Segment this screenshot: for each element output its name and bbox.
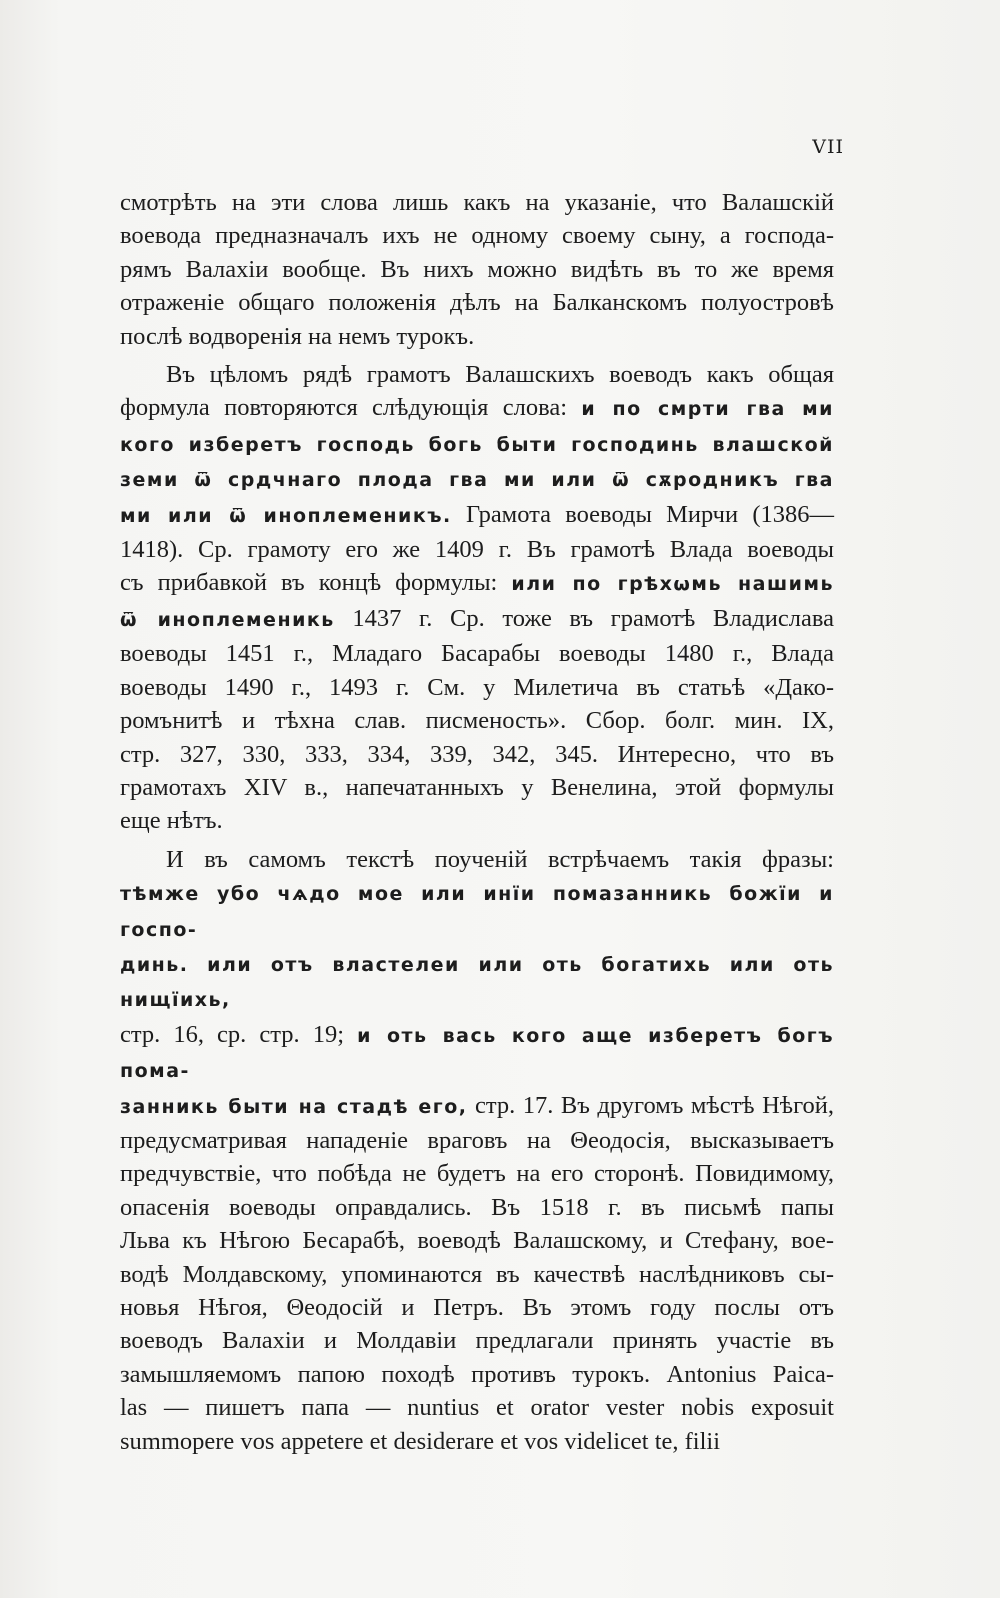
text-line: [120, 358, 834, 391]
slavonic-quote: земи ѿ срдчнаго плода гва ми или ѿ сѫродникъ гва: [120, 469, 834, 492]
text-run: еще нѣтъ.: [120, 807, 223, 835]
text-run: замышляемомъ папою походѣ противъ турокъ. Antonius Paica-: [120, 1360, 834, 1388]
text-line: [120, 771, 834, 804]
text-line: [120, 671, 834, 704]
text-run: 1437 г. Ср. тоже въ грамотѣ Владислава: [334, 604, 834, 632]
text-line: [120, 876, 834, 947]
text-line: [120, 843, 834, 876]
text-run: послѣ водворенія на немъ турокъ.: [120, 322, 475, 350]
text-run: новья Нѣгоя, Θеодосій и Петръ. Въ этомъ году послы отъ: [120, 1294, 834, 1321]
text-run: ромънитѣ и тѣхна слав. писменость». Сбор. болг. мин. IX,: [120, 707, 834, 735]
slavonic-quote: и оть вась кого аще изберетъ богъ пома-: [120, 1024, 834, 1083]
slavonic-quote: динь. или отъ властелеи или оть богатихь или оть нищїихь,: [120, 953, 834, 1012]
text-run: стр. 17. Въ другомъ мѣстѣ Нѣгой,: [467, 1091, 834, 1119]
text-line: [120, 1089, 834, 1124]
text-run: воеводъ Валахіи и Молдавіи предлагали принять участіе въ: [120, 1327, 834, 1355]
text-line: [120, 1018, 834, 1089]
text-line: [120, 1291, 834, 1324]
text-line: [120, 637, 834, 670]
text-run: стр. 327, 330, 333, 334, 339, 342, 345. Интересно, что въ: [120, 740, 834, 768]
slavonic-quote: или по грѣхωмь нашимь: [511, 573, 834, 596]
text-run: 1418). Ср. грамоту его же 1409 г. Въ грамотѣ Влада воеводы: [120, 536, 834, 564]
text-run: И въ самомъ текстѣ поученій встрѣчаемъ такія фразы:: [166, 845, 834, 873]
page-number: VII: [812, 136, 844, 158]
text-run: summopere vos appetere et desiderare et vos videlicet te, filii: [120, 1427, 721, 1455]
text-line: [120, 320, 834, 353]
text-run: Льва къ Нѣгою Бесарабѣ, воеводѣ Валашскому, и Стефану, вое-: [120, 1227, 834, 1255]
text-line: [120, 804, 834, 837]
text-line: [120, 533, 834, 566]
text-run: Въ цѣломъ рядѣ грамотъ Валашскихъ воеводъ какъ общая: [166, 361, 834, 389]
text-line: [120, 1258, 834, 1291]
text-run: смотрѣть на эти слова лишь какъ на указаніе, что Валашскій: [120, 189, 834, 216]
text-run: стр. 16, ср. стр. 19;: [120, 1020, 358, 1048]
text-run: съ прибавкой въ концѣ формулы:: [120, 569, 512, 597]
text-line: [120, 219, 834, 252]
text-line: [120, 427, 834, 462]
text-run: грамотахъ XIV в., напечатанныхъ у Венелина, этой формулы: [120, 773, 834, 801]
text-line: [120, 1224, 834, 1257]
text-line: [120, 1358, 834, 1391]
text-run: предусматривая нападеніе враговъ на Θеодосія, высказываетъ: [120, 1126, 834, 1154]
text-line: [120, 738, 834, 771]
text-run: водѣ Молдавскому, упоминаются въ качествѣ наслѣдниковъ сы-: [120, 1260, 834, 1288]
text-line: [120, 286, 834, 319]
text-line: [120, 1391, 834, 1424]
slavonic-quote: кого изберетъ господь богь быти господинь влашской: [120, 433, 834, 456]
text-run: воеводы 1490 г., 1493 г. См. у Милетича въ статьѣ «Дако-: [120, 673, 834, 701]
slavonic-quote: ѿ иноплеменикь: [120, 608, 335, 631]
text-line: [120, 391, 834, 426]
text-line: [120, 186, 834, 219]
text-run: предчувствіе, что побѣда не будетъ на его сторонѣ. Повидимому,: [120, 1160, 834, 1188]
body-text: [120, 186, 834, 1458]
text-run: Грамота воеводы Мирчи (1386—: [451, 500, 834, 528]
text-line: [120, 566, 834, 601]
text-line: [120, 498, 834, 533]
text-run: опасенія воеводы оправдались. Въ 1518 г. въ письмѣ папы: [120, 1193, 834, 1221]
text-run: воевода предназначалъ ихъ не одному своему сыну, а господа-: [120, 222, 834, 250]
text-run: формула повторяются слѣдующія слова:: [120, 394, 582, 422]
text-run: las — пишетъ папа — nuntius et orator vester nobis exposuit: [120, 1394, 834, 1422]
text-line: [120, 253, 834, 286]
text-line: [120, 1324, 834, 1357]
text-line: [120, 704, 834, 737]
text-line: [120, 1425, 834, 1458]
text-run: отраженіе общаго положенія дѣлъ на Балканскомъ полуостровѣ: [120, 289, 834, 317]
text-line: [120, 947, 834, 1018]
text-run: воеводы 1451 г., Младаго Басарабы воеводы 1480 г., Влада: [120, 640, 834, 668]
text-run: рямъ Валахіи вообще. Въ нихъ можно видѣть въ то же время: [120, 255, 834, 283]
slavonic-quote: занникь быти на стадѣ его,: [120, 1095, 468, 1118]
slavonic-quote: ми или ѿ иноплеменикъ.: [120, 504, 452, 527]
text-line: [120, 1191, 834, 1224]
text-line: [120, 462, 834, 497]
slavonic-quote: и по смрти гва ми: [581, 398, 834, 421]
slavonic-quote: тѣмже убо чѧдо мое или инїи помазанникь божїи и госпо-: [120, 883, 834, 941]
text-line: [120, 602, 834, 637]
text-line: [120, 1157, 834, 1190]
text-line: [120, 1124, 834, 1157]
